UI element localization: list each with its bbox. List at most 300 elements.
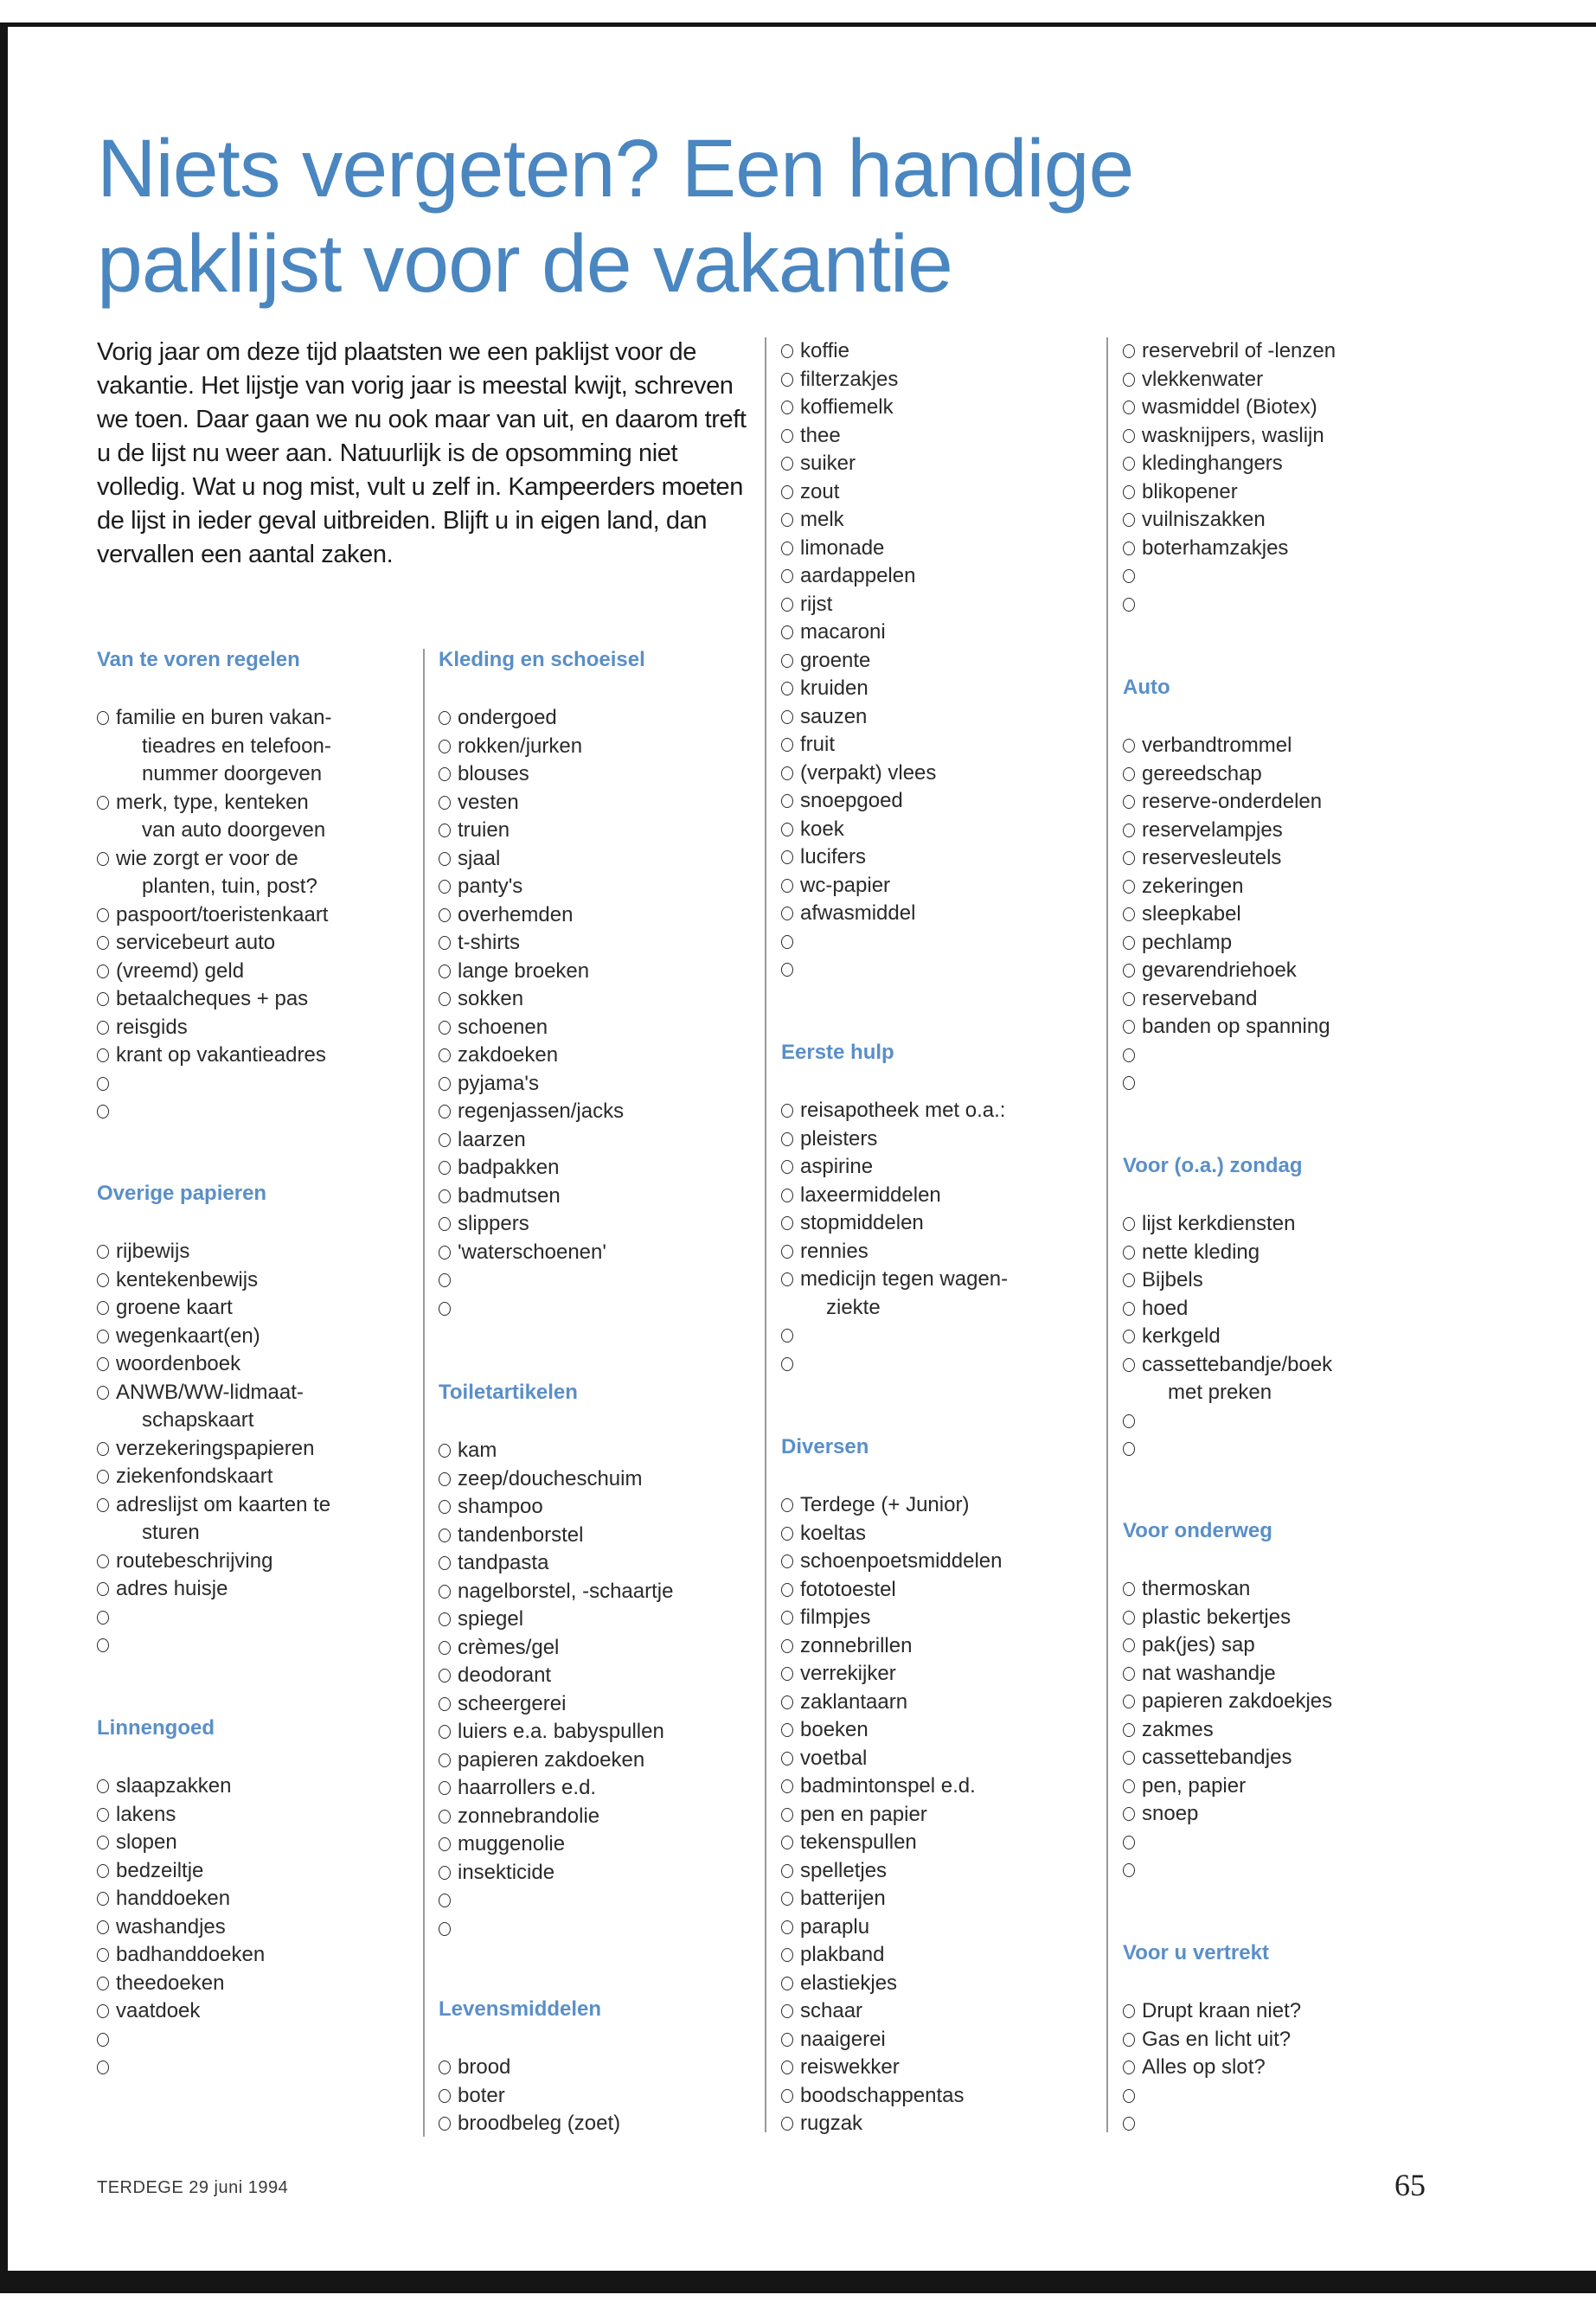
checklist-item-label: kerkgeld (1142, 1324, 1221, 1348)
checklist-item[interactable] (781, 1970, 1123, 1998)
checklist-item[interactable] (439, 1465, 780, 1494)
section-linnengoed (97, 1715, 439, 2082)
checklist-item-label: verrekijker (800, 1662, 896, 1685)
checklist-item-blank[interactable] (1123, 1069, 1465, 1098)
checklist-item-blank[interactable] (97, 1098, 439, 1126)
checklist-item-blank[interactable] (1123, 1829, 1465, 1857)
checklist-item-label: slopen (116, 1830, 177, 1854)
checklist-item[interactable] (781, 1885, 1123, 1913)
section-heading: Voor u vertrekt (1123, 1941, 1269, 1965)
checklist-item[interactable] (439, 1042, 780, 1070)
checklist-item[interactable] (781, 872, 1123, 901)
checklist-item-label: truien (458, 818, 510, 842)
checklist-item-label: bedzeiltje (116, 1858, 204, 1882)
checklist-item[interactable] (1123, 478, 1465, 507)
checklist-item-label: fruit (800, 733, 836, 756)
title-line-1: Niets vergeten? Een handige (97, 123, 1134, 215)
checklist-item-label: pak(jes) sap (1142, 1633, 1255, 1657)
checklist-item-label: ziekte (826, 1295, 881, 1319)
checklist-item[interactable] (1123, 1013, 1465, 1042)
checklist-item[interactable] (97, 1548, 439, 1576)
checklist-item-label: routebeschrijving (116, 1548, 273, 1573)
checklist-item[interactable] (439, 1606, 780, 1634)
checklist-item[interactable] (781, 2026, 1123, 2054)
checklist-item[interactable] (97, 789, 439, 845)
checklist-item-label: koeltas (800, 1521, 867, 1545)
checklist-item[interactable] (781, 366, 1123, 394)
checklist-item[interactable] (439, 1183, 780, 1211)
checklist-item[interactable] (97, 1014, 439, 1042)
checklist-item-label: paraplu (800, 1914, 870, 1939)
checklist-item[interactable] (1123, 1716, 1465, 1745)
checklist-item[interactable] (439, 901, 780, 930)
checklist-item[interactable] (97, 958, 439, 986)
checklist-item-label: nagelborstel, -schaartje (458, 1579, 674, 1603)
checklist (1123, 732, 1465, 1098)
checklist-item[interactable] (781, 422, 1123, 451)
checklist-item[interactable] (781, 787, 1123, 816)
checklist-item[interactable] (97, 1997, 439, 2026)
checklist-item-blank[interactable] (1123, 1856, 1465, 1885)
checklist-item-label: overhemden (458, 902, 574, 926)
checklist-item-label: schoenpoetsmiddelen (800, 1549, 1003, 1573)
checklist-item[interactable] (439, 1437, 780, 1465)
checklist-item[interactable] (97, 1463, 439, 1491)
checklist-item-label: pen, papier (1142, 1773, 1247, 1798)
checklist (1123, 337, 1465, 619)
page-number: 65 (1394, 2168, 1426, 2202)
checklist-item[interactable] (97, 1350, 439, 1379)
checklist-item[interactable] (97, 1772, 439, 1801)
checklist-item-label: sokken (458, 987, 524, 1010)
checklist-item[interactable] (439, 1070, 780, 1099)
section-heading: Voor (o.a.) zondag (1123, 1154, 1303, 1177)
checklist-item[interactable] (1123, 506, 1465, 535)
checklist-item-label: (vreemd) geld (116, 958, 245, 983)
checklist-item-label: crèmes/gel (458, 1635, 560, 1659)
checklist-item[interactable] (781, 1660, 1123, 1689)
checklist-item-blank[interactable] (97, 2026, 439, 2054)
checklist-item-label: adres huisje (116, 1577, 228, 1600)
checklist-item[interactable] (1123, 1997, 1465, 2026)
checklist-item[interactable] (1123, 817, 1465, 845)
checklist-item-label: kruiden (800, 676, 869, 700)
checklist-item[interactable] (781, 1857, 1123, 1886)
section-onderweg (1123, 1518, 1465, 1885)
checklist-item[interactable] (1123, 901, 1465, 929)
checklist-item[interactable] (97, 1379, 439, 1435)
checklist-item[interactable] (781, 843, 1123, 872)
checklist-item[interactable] (781, 450, 1123, 478)
checklist-item[interactable] (781, 619, 1123, 647)
checklist-item[interactable] (439, 1522, 780, 1550)
checklist-item-blank[interactable] (97, 1070, 439, 1099)
checklist (97, 1772, 439, 2082)
checklist-item[interactable] (97, 1042, 439, 1070)
checklist-item[interactable] (1123, 929, 1465, 958)
checklist-item[interactable] (781, 1548, 1123, 1576)
checklist-item[interactable] (1123, 1351, 1465, 1407)
checklist-item[interactable] (439, 1493, 780, 1522)
checklist-item-label: stopmiddelen (800, 1211, 924, 1234)
checklist-item-label: plakband (800, 1943, 885, 1966)
checklist-item[interactable] (439, 1210, 780, 1239)
checklist-item-label: groente (800, 648, 871, 672)
checklist-item-label: ANWB/WW-lidmaat- (116, 1380, 304, 1404)
checklist-item[interactable] (439, 1098, 780, 1126)
checklist-item-label: badpakken (458, 1156, 560, 1179)
checklist-item-label: Alles op slot? (1142, 2055, 1266, 2079)
checklist-item-label: sturen (142, 1521, 200, 1544)
left-border (0, 22, 8, 2289)
checklist-item-label: zonnebrandolie (458, 1804, 600, 1828)
checklist-item-blank[interactable] (1123, 2082, 1465, 2111)
checklist-item-label: tekenspullen (800, 1830, 917, 1854)
checklist-item[interactable] (781, 2110, 1123, 2138)
checklist-item-label: badhanddoeken (116, 1943, 266, 1966)
checklist-item-label: boterhamzakjes (1142, 535, 1289, 560)
checklist-item[interactable] (781, 900, 1123, 928)
checklist-item[interactable] (1123, 873, 1465, 901)
checklist-item[interactable] (1123, 1744, 1465, 1772)
checklist-item[interactable] (97, 1829, 439, 1857)
checklist-item-label: kentekenbewijs (116, 1267, 259, 1292)
checklist-item[interactable] (1123, 394, 1465, 422)
section-auto (1123, 675, 1465, 1098)
checklist-item-blank[interactable] (439, 1266, 780, 1295)
checklist (781, 1491, 1123, 2138)
checklist-item-label: nat washandje (1142, 1661, 1276, 1685)
checklist-item[interactable] (439, 1774, 780, 1803)
checklist-item[interactable] (781, 1266, 1123, 1322)
checklist-item[interactable] (439, 845, 780, 874)
checklist-item-label: thermoskan (1142, 1577, 1251, 1600)
checklist-item[interactable] (439, 958, 780, 986)
checklist-item-label: lange broeken (458, 958, 590, 983)
checklist-item-label: rennies (800, 1239, 869, 1263)
checklist-item[interactable] (1123, 1800, 1465, 1829)
checklist-item[interactable] (97, 1885, 439, 1913)
checklist-item[interactable] (97, 985, 439, 1014)
checklist-item-label: reservebril of -lenzen (1142, 339, 1336, 362)
checklist-item[interactable] (1123, 1604, 1465, 1632)
checklist-item-label: fototoestel (800, 1577, 896, 1601)
checklist-item-label: haarrollers e.d. (458, 1776, 597, 1799)
checklist-item-label: zeep/doucheschuim (458, 1466, 643, 1490)
checklist-item-label: zaklantaarn (800, 1689, 908, 1714)
checklist-item[interactable] (781, 394, 1123, 422)
intro-paragraph: Vorig jaar om deze tijd plaatsten we een paklijst voor de vakantie. Het lijstje van vorig jaar is meestal kwijt, schreven we toen. Daar gaan we nu ook maar van uit, en daarom treft u de lijst nu weer aan. Natuurlijk is de opsomming niet volledig. Wat u nog mist, vult u zelf in. Kampeerders moeten de lijst in ieder geval uitbreiden. Blijft u in eigen land, dan vervallen een aantal zaken. (97, 338, 747, 568)
checklist-item[interactable] (97, 901, 439, 930)
checklist-item[interactable] (439, 2110, 780, 2138)
checklist-item[interactable] (781, 675, 1123, 703)
checklist-item-label: Terdege (+ Junior) (800, 1493, 970, 1516)
checklist-item[interactable] (439, 1690, 780, 1719)
checklist-item-label: afwasmiddel (800, 901, 916, 925)
checklist-item-label: papieren zakdoekjes (1142, 1689, 1333, 1713)
checklist-item[interactable] (439, 929, 780, 958)
checklist-item[interactable] (97, 1801, 439, 1830)
checklist-item-label: zout (800, 479, 840, 503)
checklist-item[interactable] (781, 478, 1123, 507)
checklist-item[interactable] (1123, 788, 1465, 817)
checklist-item[interactable] (97, 704, 439, 789)
checklist-item-label: washandjes (116, 1914, 226, 1939)
checklist-item[interactable] (439, 789, 780, 817)
checklist-item[interactable] (97, 1294, 439, 1323)
checklist-item-blank[interactable] (1123, 591, 1465, 619)
checklist-item[interactable] (439, 1014, 780, 1042)
checklist-item[interactable] (781, 1576, 1123, 1605)
checklist-item[interactable] (439, 873, 780, 901)
checklist-item[interactable] (439, 1662, 780, 1690)
checklist-item[interactable] (1123, 535, 1465, 563)
checklist-item[interactable] (781, 535, 1123, 563)
checklist-item[interactable] (439, 733, 780, 761)
section-heading: Voor onderweg (1123, 1519, 1272, 1542)
checklist-item-label: plastic bekertjes (1142, 1605, 1292, 1629)
checklist-item-label: batterijen (800, 1887, 886, 1910)
checklist-item[interactable] (781, 1632, 1123, 1661)
checklist-item-label: laxeermiddelen (800, 1183, 941, 1207)
checklist-item[interactable] (1123, 1323, 1465, 1351)
checklist-item[interactable] (781, 1801, 1123, 1830)
checklist-item[interactable] (781, 1604, 1123, 1632)
checklist-item[interactable] (1123, 337, 1465, 366)
checklist-item-blank[interactable] (1123, 1042, 1465, 1070)
checklist-item-label: sjaal (458, 846, 501, 870)
checklist-item[interactable] (781, 1997, 1123, 2026)
section-levensmiddelen-vervolg (781, 337, 1123, 984)
checklist-item[interactable] (781, 1689, 1123, 1717)
checklist-item-label: sauzen (800, 704, 868, 728)
checklist-item[interactable] (1123, 985, 1465, 1014)
checklist-item-label: lakens (116, 1802, 176, 1826)
checklist-item[interactable] (781, 703, 1123, 732)
checklist-item[interactable] (1123, 844, 1465, 873)
checklist-item-label: groene kaart (116, 1296, 233, 1319)
checklist-item-label: filterzakjes (800, 367, 899, 391)
checklist-item[interactable] (439, 760, 780, 789)
section-toiletartikelen (439, 1380, 780, 1943)
checklist-item-blank[interactable] (781, 956, 1123, 984)
checklist-item-label: t-shirts (458, 931, 520, 954)
checklist-item[interactable] (1123, 1239, 1465, 1267)
checklist-item[interactable] (439, 1803, 780, 1831)
checklist-item[interactable] (97, 845, 439, 901)
checklist-item[interactable] (781, 1829, 1123, 1857)
checklist-item[interactable] (439, 1239, 780, 1267)
checklist-item-label: adreslijst om kaarten te (116, 1492, 331, 1516)
checklist-item[interactable] (781, 1153, 1123, 1182)
checklist-item-label: zakmes (1142, 1717, 1214, 1741)
checklist-item[interactable] (781, 1913, 1123, 1942)
checklist-item-label: wasknijpers, waslijn (1142, 423, 1324, 447)
checklist-item[interactable] (781, 731, 1123, 760)
checklist-item-label: nette kleding (1142, 1240, 1260, 1264)
checklist-item[interactable] (781, 1491, 1123, 1520)
checklist-item-blank[interactable] (1123, 2110, 1465, 2138)
checklist-item[interactable] (97, 1970, 439, 1998)
section-heading: Linnengoed (97, 1716, 215, 1740)
section-zondag (1123, 1153, 1465, 1464)
checklist-item-blank[interactable] (439, 1295, 780, 1324)
checklist-item[interactable] (1123, 1210, 1465, 1239)
checklist-item[interactable] (97, 1491, 439, 1548)
checklist-item[interactable] (97, 1238, 439, 1266)
checklist-item[interactable] (1123, 1688, 1465, 1716)
checklist (439, 704, 780, 1323)
checklist-item[interactable] (781, 591, 1123, 619)
checklist-item[interactable] (439, 817, 780, 845)
checklist-item-label: badmintonspel e.d. (800, 1774, 976, 1798)
checklist-item-blank[interactable] (1123, 1435, 1465, 1464)
checklist-item-label: boeken (800, 1718, 869, 1741)
checklist-item-label: aspirine (800, 1155, 874, 1178)
checklist-item-blank[interactable] (97, 1631, 439, 1660)
checklist-item[interactable] (97, 1435, 439, 1464)
checklist-item[interactable] (439, 1830, 780, 1859)
checklist-item[interactable] (781, 1520, 1123, 1548)
checklist (1123, 1210, 1465, 1464)
checklist-item[interactable] (439, 1718, 780, 1747)
checklist-item-label: reservelampjes (1142, 817, 1283, 842)
checklist-item-blank[interactable] (439, 1915, 780, 1944)
checklist-item-label: pleisters (800, 1126, 878, 1150)
checklist-item-blank[interactable] (97, 2054, 439, 2082)
checklist-item[interactable] (781, 816, 1123, 844)
checklist-item-label: brood (458, 2055, 511, 2079)
checklist-item[interactable] (439, 1747, 780, 1775)
checklist-item[interactable] (781, 506, 1123, 535)
checklist-item[interactable] (97, 1575, 439, 1604)
checklist-item[interactable] (781, 337, 1123, 366)
checklist-item[interactable] (781, 1772, 1123, 1801)
checklist-item[interactable] (781, 1182, 1123, 1210)
checklist-item[interactable] (97, 1857, 439, 1886)
checklist-item[interactable] (1123, 2054, 1465, 2082)
checklist-item-label: thee (800, 423, 841, 447)
checklist-item-label: reserve-onderdelen (1142, 790, 1323, 813)
checklist-item-blank[interactable] (439, 1887, 780, 1915)
checklist-item-label: blouses (458, 762, 529, 785)
checklist-item[interactable] (1123, 2026, 1465, 2054)
checklist-item-label: reserveband (1142, 986, 1258, 1010)
checklist-item-label: ondergoed (458, 706, 557, 729)
checklist-item-label: naaigerei (800, 2027, 886, 2051)
checklist (439, 2054, 780, 2138)
checklist-item[interactable] (781, 2082, 1123, 2111)
checklist-item-label: regenjassen/jacks (458, 1099, 625, 1123)
checklist-item[interactable] (781, 562, 1123, 591)
checklist-item-label: lucifers (800, 845, 867, 868)
checklist-item[interactable] (439, 1634, 780, 1663)
checklist-item-label: ziekenfondskaart (116, 1465, 273, 1488)
checklist-item[interactable] (439, 1126, 780, 1155)
checklist-item-label: tandpasta (458, 1551, 549, 1574)
checklist-item[interactable] (1123, 1266, 1465, 1295)
checklist-item[interactable] (97, 929, 439, 958)
checklist-item[interactable] (781, 1745, 1123, 1773)
checklist-item-label: boodschappentas (800, 2083, 965, 2107)
checklist-item[interactable] (1123, 422, 1465, 451)
checklist-item[interactable] (781, 1941, 1123, 1970)
checklist-item-blank[interactable] (1123, 1407, 1465, 1436)
checklist-item-label: panty's (458, 875, 523, 898)
checklist-item-label: familie en buren vakan- (116, 706, 332, 729)
checklist-item-label: tandenborstel (458, 1522, 584, 1547)
footer-publication: TERDEGE 29 juni 1994 (97, 2178, 289, 2197)
checklist-item-label: pyjama's (458, 1071, 539, 1095)
checklist-item-label: koffie (800, 339, 849, 362)
checklist-item-label: merk, type, kenteken (116, 790, 309, 814)
checklist-item-label: kledinghangers (1142, 452, 1283, 475)
checklist-item[interactable] (1123, 1660, 1465, 1689)
checklist-item[interactable] (439, 1859, 780, 1888)
checklist-item-blank[interactable] (1123, 562, 1465, 591)
checklist-item-blank[interactable] (781, 1350, 1123, 1379)
checklist-item[interactable] (781, 1209, 1123, 1238)
checklist-item[interactable] (781, 760, 1123, 788)
checklist-item[interactable] (439, 1549, 780, 1578)
checklist-item-label: boter (458, 2083, 505, 2107)
checklist-item[interactable] (1123, 957, 1465, 985)
section-heading: Auto (1123, 676, 1170, 699)
checklist-item[interactable] (781, 2054, 1123, 2082)
checklist-item[interactable] (439, 2082, 780, 2111)
checklist-item[interactable] (1123, 366, 1465, 394)
checklist-item[interactable] (439, 2054, 780, 2082)
checklist-item-label: Bijbels (1142, 1268, 1203, 1292)
checklist-item-label: papieren zakdoeken (458, 1747, 645, 1772)
checklist-item-label: 'waterschoenen' (458, 1240, 606, 1264)
checklist-item-blank[interactable] (97, 1604, 439, 1632)
checklist-item[interactable] (781, 1716, 1123, 1745)
checklist-item[interactable] (1123, 1631, 1465, 1660)
checklist-item[interactable] (97, 1913, 439, 1942)
checklist-item[interactable] (781, 1097, 1123, 1125)
section-overige-papieren (97, 1181, 439, 1660)
checklist-item[interactable] (781, 1125, 1123, 1154)
checklist-item[interactable] (439, 1578, 780, 1606)
checklist-item[interactable] (439, 985, 780, 1014)
checklist-item[interactable] (1123, 760, 1465, 789)
checklist-item-label: deodorant (458, 1663, 552, 1687)
checklist-item-label: servicebeurt auto (116, 931, 276, 954)
section-heading: Van te voren regelen (97, 648, 300, 671)
checklist-item[interactable] (1123, 1772, 1465, 1801)
checklist-item[interactable] (1123, 1295, 1465, 1324)
checklist-item-label: wasmiddel (Biotex) (1142, 395, 1317, 419)
checklist-item[interactable] (439, 1154, 780, 1183)
checklist-item-label: hoed (1142, 1296, 1189, 1320)
checklist-item[interactable] (439, 704, 780, 733)
checklist (1123, 1575, 1465, 1885)
checklist-item[interactable] (1123, 732, 1465, 760)
checklist-item[interactable] (1123, 450, 1465, 478)
checklist-item-label: suiker (800, 452, 856, 475)
checklist-item-blank[interactable] (781, 928, 1123, 957)
checklist-item[interactable] (97, 1941, 439, 1970)
checklist-item-blank[interactable] (781, 1322, 1123, 1350)
checklist-item-label: met preken (1168, 1381, 1272, 1404)
checklist (781, 1097, 1123, 1378)
checklist-item[interactable] (1123, 1575, 1465, 1604)
checklist-item[interactable] (781, 647, 1123, 676)
checklist-item[interactable] (97, 1323, 439, 1351)
checklist-item[interactable] (97, 1266, 439, 1295)
checklist-item[interactable] (781, 1238, 1123, 1266)
